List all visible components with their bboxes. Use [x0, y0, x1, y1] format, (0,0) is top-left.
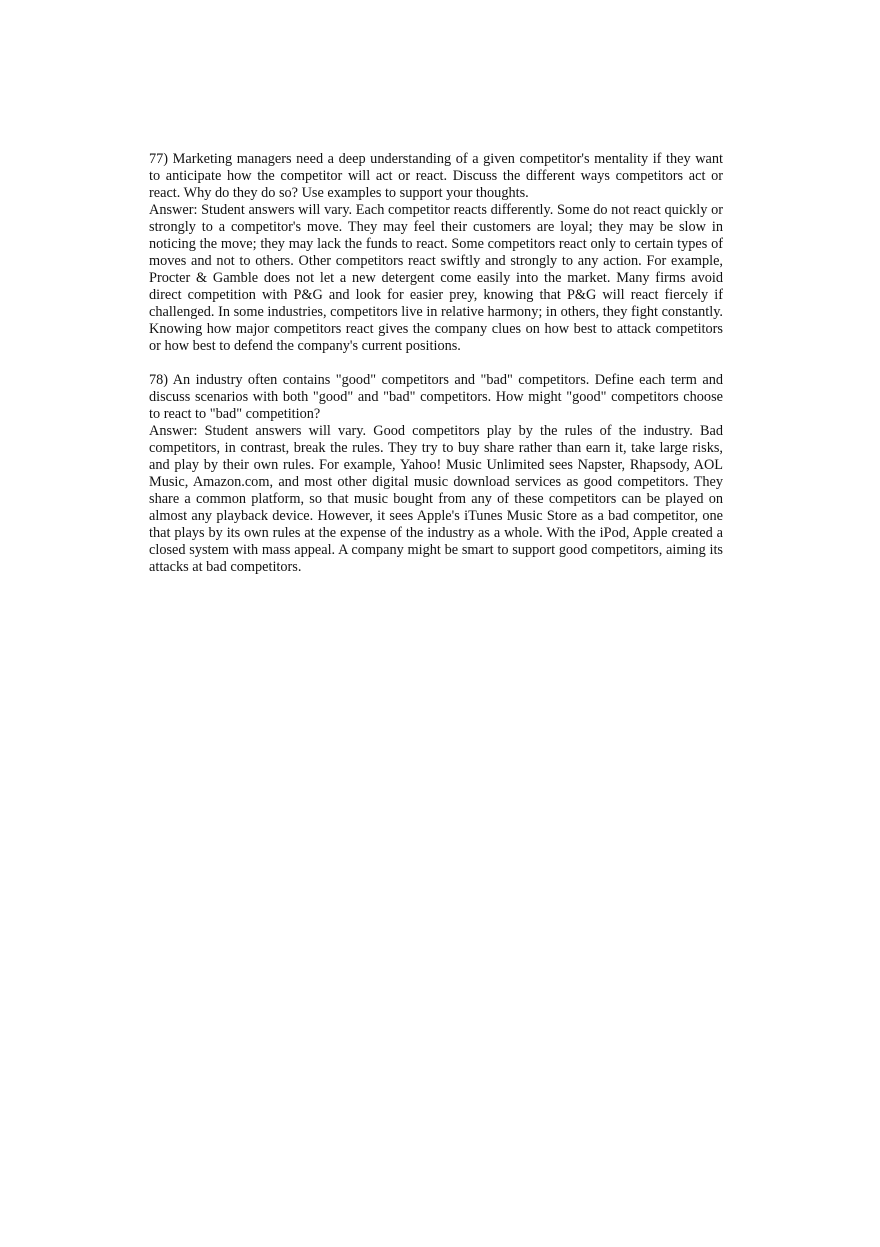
- question-text: 78) An industry often contains "good" competitors and "bad" competitors. Define each term and discuss scenarios with both "good" and "bad" competitors. How might "good" competitors choose to react to "bad" competition?: [149, 372, 723, 422]
- question-block-77: [149, 151, 723, 355]
- answer-text: Answer: Student answers will vary. Each competitor reacts differently. Some do not react quickly or strongly to a competitor's move. They may feel their customers are loyal; they may be slow in noticing the move; they may lack the funds to react. Some competitors react only to certain types of moves and not to others. Other competitors react swiftly and strongly to any action. For example, Procter & Gamble does not let a new detergent come easily into the market. Many firms avoid direct competition with P&G and look for easier prey, knowing that P&G will react fiercely if challenged. In some industries, competitors live in relative harmony; in others, they fight constantly. Knowing how major competitors react gives the company clues on how best to attack competitors or how best to defend the company's current positions.: [149, 202, 723, 354]
- question-block-78: [149, 372, 723, 576]
- question-text: 77) Marketing managers need a deep understanding of a given competitor's mentality if they want to anticipate how the competitor will act or react. Discuss the different ways competitors act or react. Why do they do so? Use examples to support your thoughts.: [149, 151, 723, 201]
- document-body: [149, 151, 723, 593]
- answer-text: Answer: Student answers will vary. Good competitors play by the rules of the industry. Bad competitors, in contrast, break the rules. They try to buy share rather than earn it, take large risks, and play by their own rules. For example, Yahoo! Music Unlimited sees Napster, Rhapsody, AOL Music, Amazon.com, and most other digital music download services as good competitors. They share a common platform, so that music bought from any of these competitors can be played on almost any playback device. However, it sees Apple's iTunes Music Store as a bad competitor, one that plays by its own rules at the expense of the industry as a whole. With the iPod, Apple created a closed system with mass appeal. A company might be smart to support good competitors, aiming its attacks at bad competitors.: [149, 423, 723, 575]
